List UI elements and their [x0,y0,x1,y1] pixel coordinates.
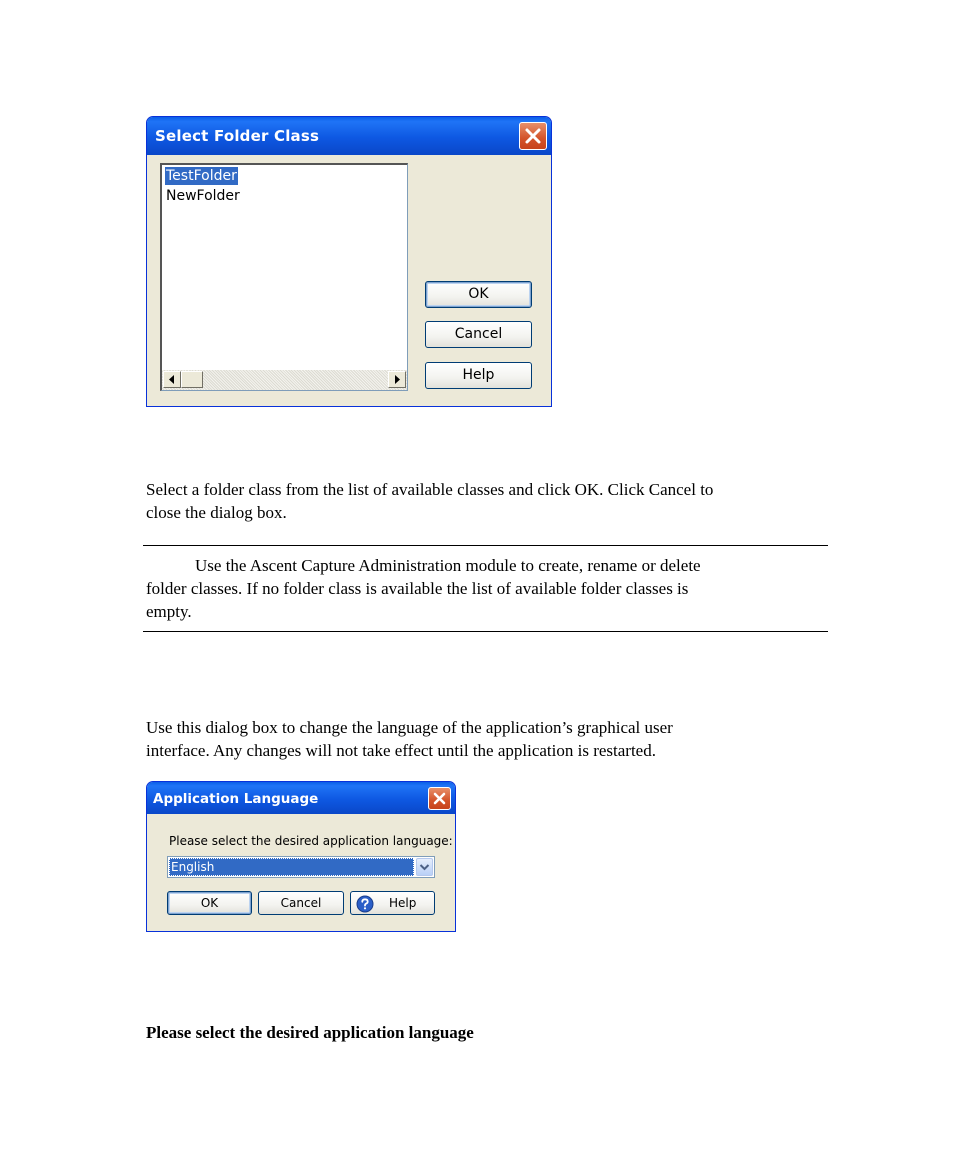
dialog-title-bar[interactable] [147,782,455,814]
divider [143,631,828,632]
text-line: Use the Ascent Capture Administration module to create, rename or delete [195,556,701,575]
ok-button[interactable]: OK [425,281,532,308]
dialog-title: Application Language [153,791,319,807]
section-heading: Please select the desired application language [146,1023,474,1042]
text-line: close the dialog box. [146,503,287,522]
note-paragraph [146,554,701,623]
arrow-right-icon [389,372,405,387]
close-icon [429,788,450,809]
help-button[interactable]: Help [425,362,532,389]
help-question-icon [356,895,374,913]
dropdown-button[interactable] [416,858,433,876]
help-button-label: Help [389,896,417,910]
text-line: Use this dialog box to change the language of the application’s graphical user [146,718,673,737]
text-line: interface. Any changes will not take effect until the application is restarted. [146,741,656,760]
cancel-button[interactable]: Cancel [258,891,344,915]
cancel-button[interactable]: Cancel [425,321,532,348]
text-line: folder classes. If no folder class is available the list of available folder classes is [146,579,689,598]
chevron-down-icon [417,859,432,875]
close-button[interactable] [428,787,451,810]
dialog-title-bar[interactable] [147,117,551,155]
list-item[interactable]: NewFolder [166,188,240,204]
language-select[interactable] [167,856,435,878]
language-description-paragraph [146,716,673,762]
arrow-left-icon [164,372,180,387]
select-folder-class-dialog [146,116,552,407]
text-line: Select a folder class from the list of available classes and click OK. Click Cancel to [146,480,714,499]
close-icon [520,123,546,149]
list-item[interactable]: TestFolder [166,168,237,184]
scroll-left-button[interactable] [163,371,181,388]
language-prompt-label: Please select the desired application language: [169,834,453,848]
folder-class-list[interactable] [160,163,408,391]
horizontal-scrollbar[interactable] [162,370,407,390]
language-select-value: English [169,858,414,876]
scrollbar-thumb[interactable] [181,371,203,388]
divider [143,545,828,546]
text-line: empty. [146,602,192,621]
scroll-right-button[interactable] [388,371,406,388]
close-button[interactable] [519,122,547,150]
dialog-title: Select Folder Class [155,127,320,145]
help-button[interactable] [350,891,435,915]
instruction-paragraph [146,478,713,524]
application-language-dialog [146,781,456,932]
ok-button[interactable]: OK [167,891,252,915]
